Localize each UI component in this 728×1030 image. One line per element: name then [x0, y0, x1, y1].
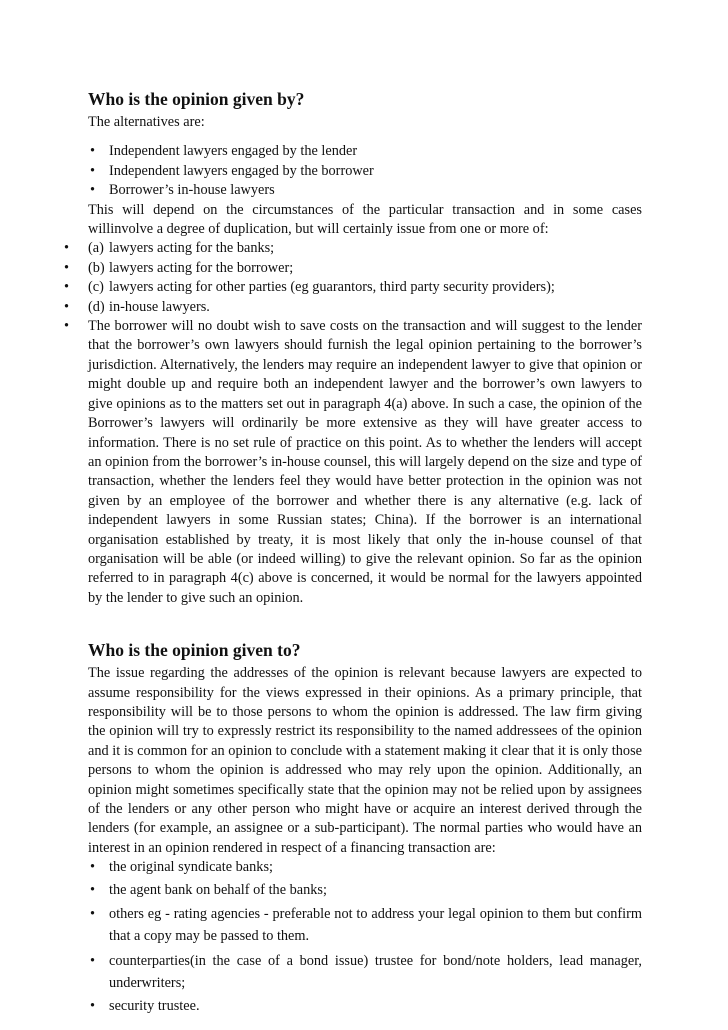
source-item [88, 239, 642, 258]
party-item: • the original syndicate banks; [88, 858, 642, 877]
source-item [88, 278, 642, 297]
party-item: • security trustee. [88, 997, 642, 1016]
addressees-paragraph: The issue regarding the addresses of the opinion is relevant because lawyers are expected to assume responsibility for the views expressed in their opinions. As a primary principle, that responsibility will be to those persons to whom the opinion is addressed. The law firm giving the opinion will try to expressly restrict its responsibility to the named addressees of the opinion and it is common for an opinion to conclude with a statement making it clear that it is only those persons to whom the opinion is addressed who may rely upon the opinion. Additionally, an opinion might sometimes specifically state that the opinion may not be relied upon by assignees of the lenders or any other person who might have or acquire an interest derived through the lenders (for example, an assignee or a sub-participant). The normal parties who would have an interest in an opinion rendered in respect of a financing transaction are: [88, 665, 642, 856]
source-label: (a) [88, 240, 104, 257]
alternative-item: • Independent lawyers engaged by the lender [88, 142, 642, 161]
source-text: lawyers acting for other parties (eg guarantors, third party security providers); [109, 279, 555, 296]
source-item [88, 259, 642, 278]
source-label: (d) [88, 298, 105, 315]
source-text: in-house lawyers. [109, 298, 210, 315]
section-heading-opinion-given-by: Who is the opinion given by? [88, 89, 305, 109]
borrower-costs-paragraph: • The borrower will no doubt wish to save costs on the transaction and will suggest to the lender that the borrower’s own lawyers should furnish the legal opinion pertaining to the borrower’s jurisdiction. Alternatively, the lenders may require an independent lawyer to give that opinion or might double up and require both an independent lawyer and the borrower’s own lawyers to give opinions as to the matters set out in paragraph 4(a) above. In such a case, the opinion of the Borrower’s lawyers will ordinarily be more extensive as they will have greater access to information. There is no set rule of practice on this point. As to whether the lenders will accept an opinion from the borrower’s in-house counsel, this will largely depend on the size and type of transaction, whether the lenders feel they would have better protection in the opinion was not given by an employee of the borrower and whether there is any alternative (e.g. lack of independent lawyers in some Russian states; China). If the borrower is an international organisation established by treaty, it is most likely that only the in-house counsel of that organisation will be able (or indeed willing) to give the relevant opinion. So far as the opinion referred to in paragraph 4(c) above is concerned, it would be normal for the lawyers appointed by the lender to give such an opinion. [88, 317, 642, 608]
opinion-sources-list [88, 239, 642, 608]
alternatives-list [88, 142, 642, 200]
alternative-item: • Borrower’s in-house lawyers [88, 181, 642, 200]
lead-paragraph: This will depend on the circumstances of the particular transaction and in some cases willinvolve a degree of duplication, but will certainly issue from one or more of: [88, 201, 642, 238]
alternative-item: • Independent lawyers engaged by the borrower [88, 162, 642, 181]
source-label: (b) [88, 259, 105, 276]
source-text: lawyers acting for the banks; [109, 240, 275, 257]
source-item [88, 298, 642, 317]
source-text: lawyers acting for the borrower; [109, 259, 294, 276]
party-item: • others eg - rating agencies - preferable not to address your legal opinion to them but confirm that a copy may be passed to them. [88, 903, 642, 947]
section-heading-opinion-given-to: Who is the opinion given to? [88, 640, 301, 661]
source-label: (c) [88, 279, 104, 296]
parties-list [88, 858, 642, 1016]
party-item: • the agent bank on behalf of the banks; [88, 881, 642, 900]
page-content [88, 88, 642, 1019]
section-opinion-given-to [88, 639, 642, 1016]
alternatives-intro: The alternatives are: [88, 114, 205, 130]
party-item: • counterparties(in the case of a bond issue) trustee for bond/note holders, lead manager, underwriters; [88, 950, 642, 994]
